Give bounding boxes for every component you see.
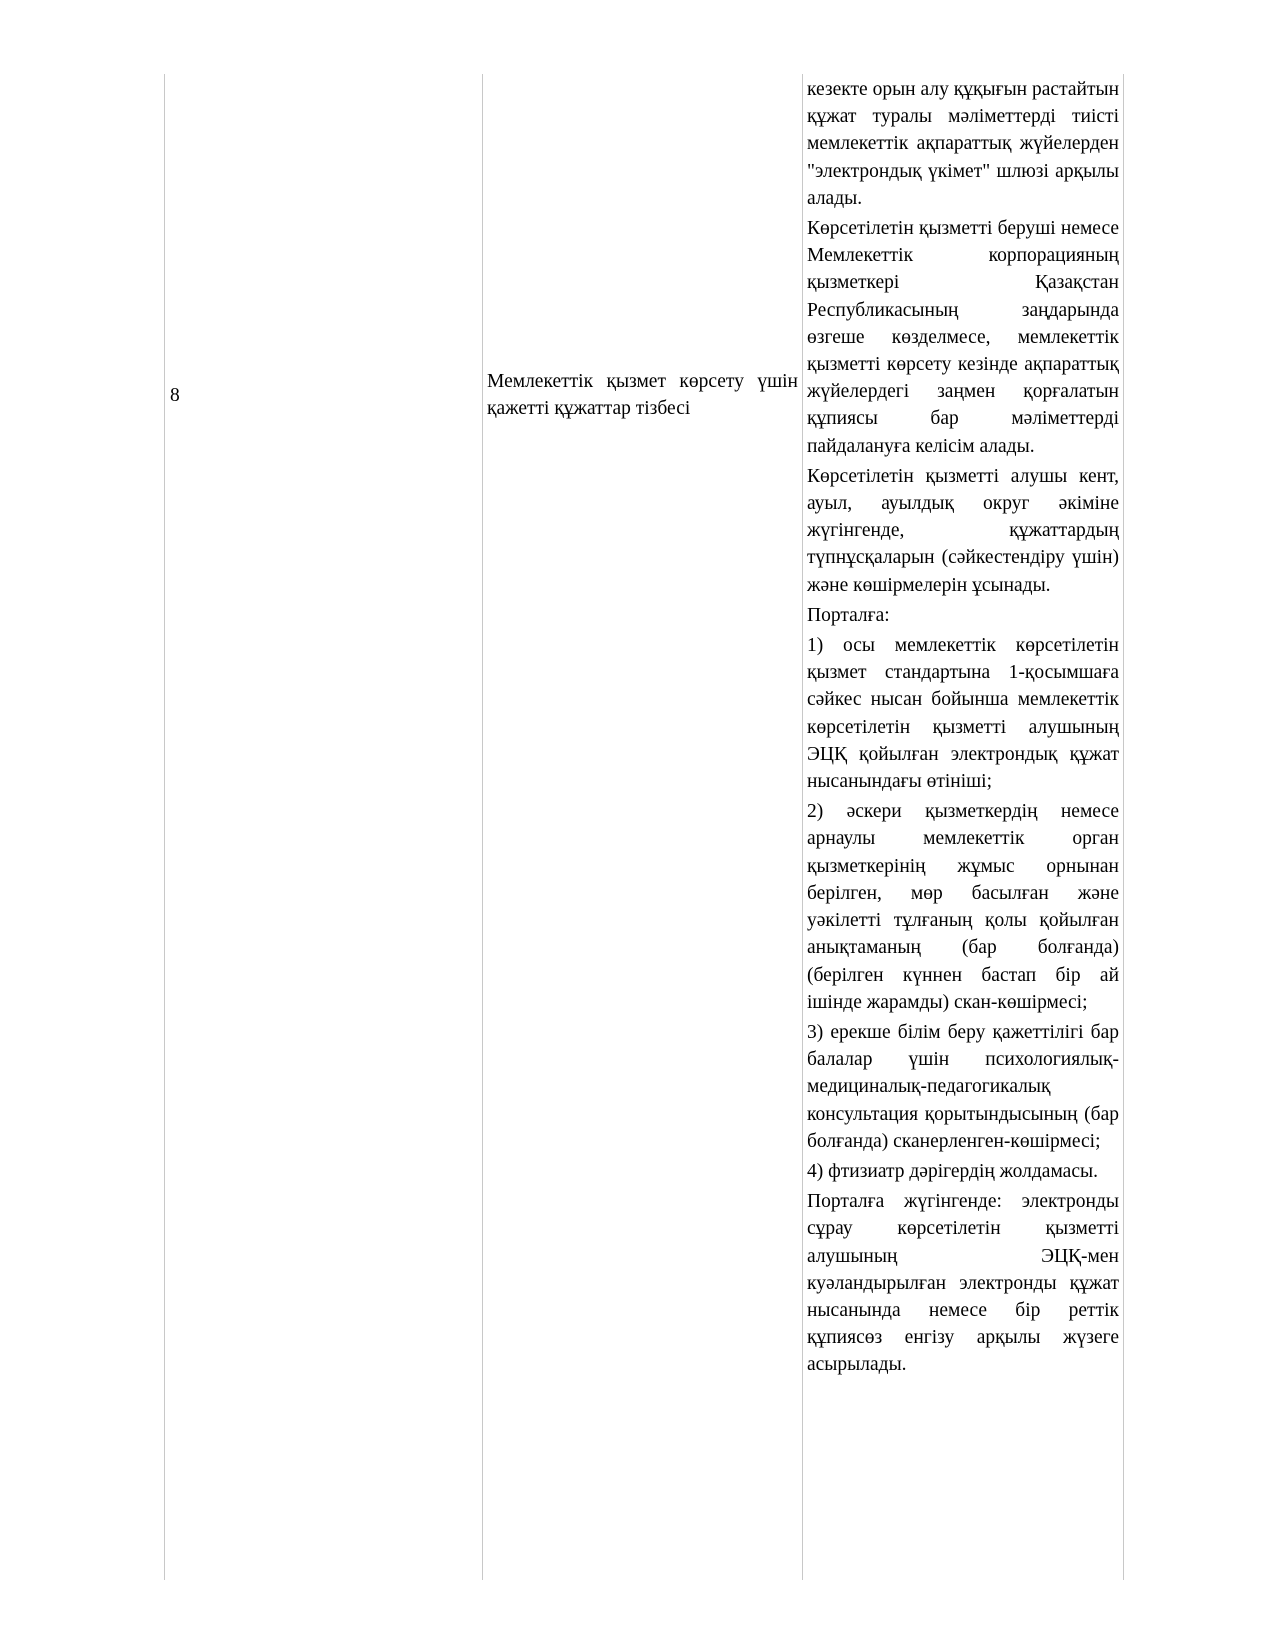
paragraph-akim-originals: Көрсетілетін қызметті алушы кент, ауыл, ауылдық округ әкіміне жүгінгенде, құжаттардың түпнұсқаларын (сәйкестендіру үшін) және көшірмелерін ұсынады. <box>807 465 1119 596</box>
document-table <box>164 74 1124 1580</box>
table-cell-number <box>165 74 483 1580</box>
paragraph-item-3: 3) ерекше білім беру қажеттілігі бар балалар үшін психологиялық-медициналық-педагогикалық консультация қорытындысының (бар болғанда) сканерленген-көшірмесі; <box>807 1021 1119 1152</box>
paragraph-item-4: 4) фтизиатр дәрігердің жолдамасы. <box>807 1160 1098 1182</box>
table-cell-content <box>803 74 1123 1580</box>
paragraph-item-1: 1) осы мемлекеттік көрсетілетін қызмет стандартына 1-қосымшаға сәйкес нысан бойынша мемлекеттік көрсетілетін қызметті алушының ЭЦҚ қойылған электрондық құжат нысанындағы өтініші; <box>807 635 1119 793</box>
row-number: 8 <box>170 385 180 406</box>
paragraph-portal-request: Порталға жүгінгенде: электронды сұрау көрсетілетін қызметті алушының ЭЦҚ-мен куәландырылған электронды құжат нысанында немесе бір реттік құпиясөз енгізу арқылы жүзеге асырылады. <box>807 1191 1119 1376</box>
paragraph-gateway-info: кезекте орын алу құқығын растайтын құжат туралы мәліметтерді тиісті мемлекеттік ақпараттық жүйелерден "электрондық үкімет" шлюзі арқылы алады. <box>807 79 1119 209</box>
row-name: Мемлекеттік қызмет көрсету үшін қажетті құжаттар тізбесі <box>487 371 798 419</box>
paragraph-consent: Көрсетілетін қызметті беруші немесе Мемлекеттік корпорацияның қызметкері Қазақстан Республикасының заңдарында өзгеше көзделмесе, мемлекеттік қызметті көрсету кезінде ақпараттық жүйелердегі заңмен қорғалатын құпиясы бар мәліметтерді пайдалануға келісім алады. <box>807 218 1119 457</box>
paragraph-item-2: 2) әскери қызметкердің немесе арнаулы мемлекеттік орган қызметкерінің жұмыс орнынан берілген, мөр басылған және уәкілетті тұлғаның қолы қойылған анықтаманың (бар болғанда) (берілген күннен бастап бір ай ішінде жарамды) скан-көшірмесі; <box>807 801 1119 1013</box>
table-cell-name <box>483 74 803 1580</box>
paragraph-portal-heading: Порталға: <box>807 604 890 626</box>
